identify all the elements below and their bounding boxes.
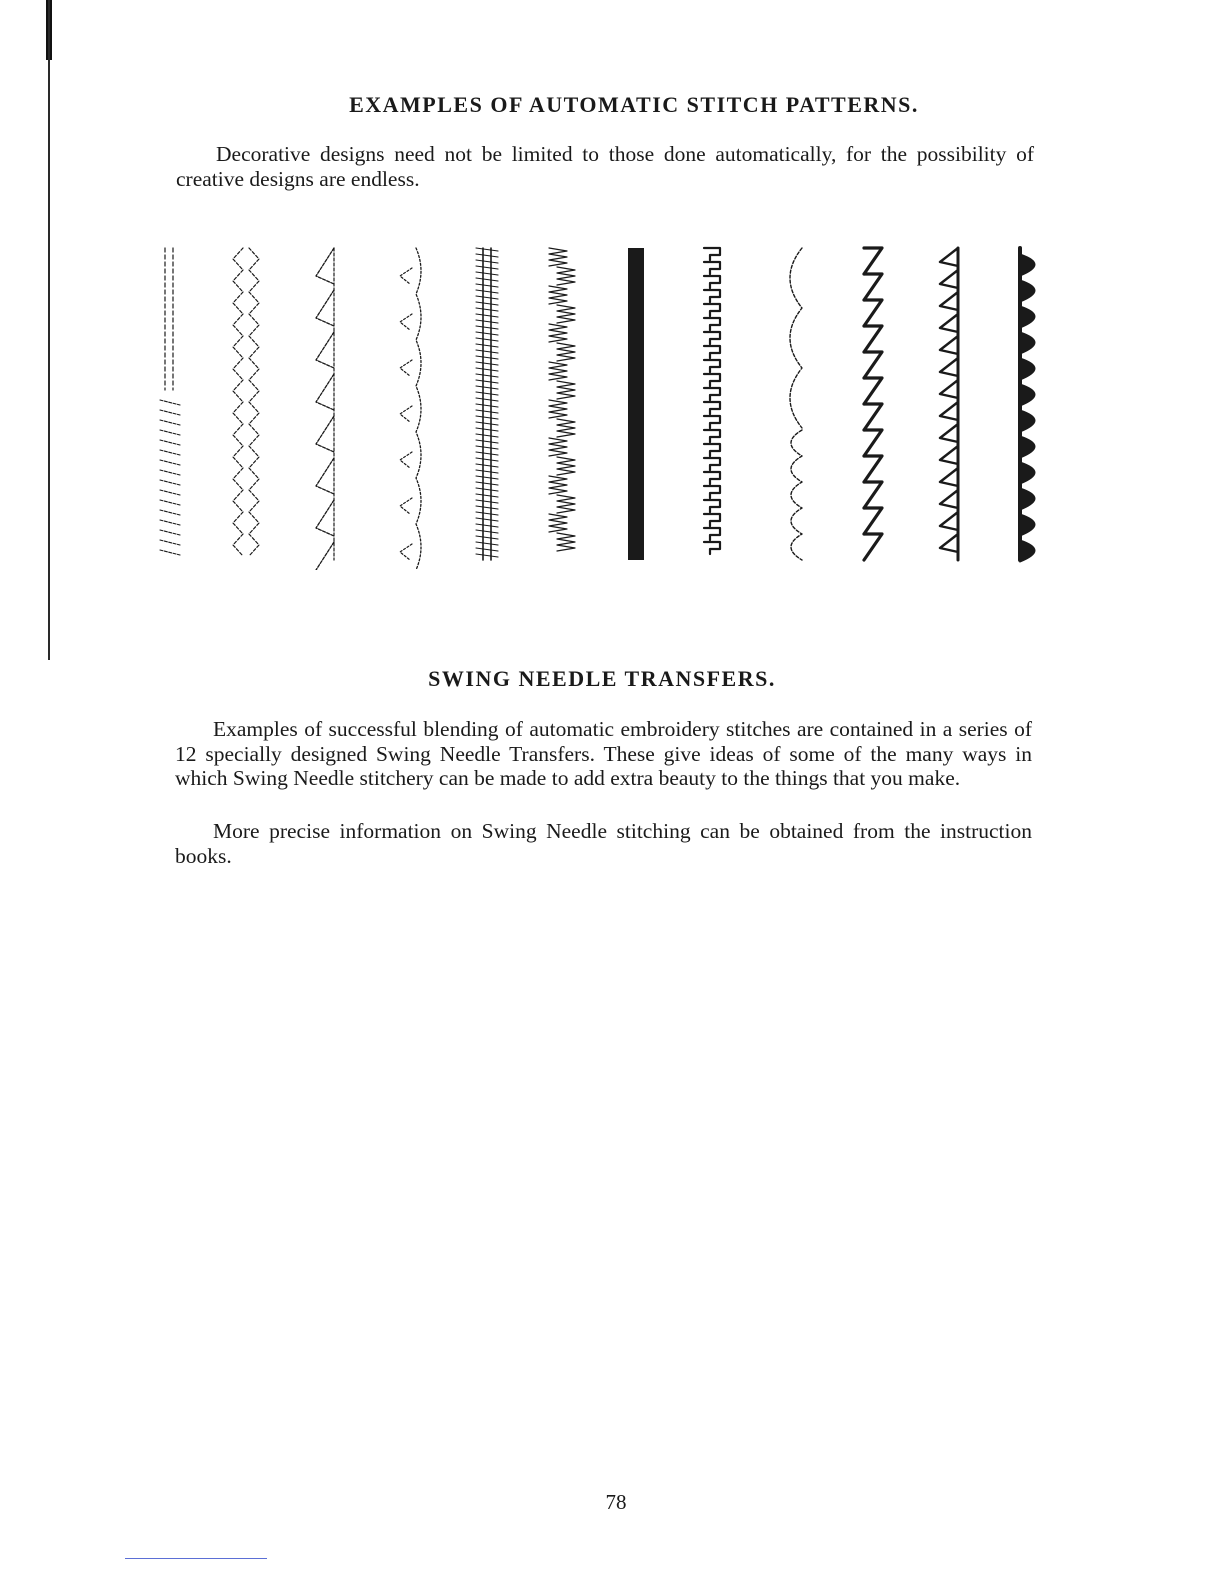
stitch-pattern-scallop bbox=[400, 248, 421, 570]
stitch-pattern-ladder bbox=[476, 248, 498, 560]
stitch-pattern-blind-hem bbox=[940, 248, 958, 560]
paragraph-transfers: Examples of successful blending of automatic embroidery stitches are contained in a series of 12 specially designed Swing Needle Transfers. These give ideas of some of the many ways in which Swing Needle stitchery can be made to add extra beauty to the things that you make. bbox=[175, 717, 1032, 790]
section-heading-swing-needle: SWING NEEDLE TRANSFERS. bbox=[428, 666, 776, 691]
stitch-pattern-open-scallop bbox=[790, 248, 802, 560]
intro-paragraph: Decorative designs need not be limited to those done automatically, for the possibility of creative designs are endless. bbox=[176, 142, 1034, 191]
stitch-pattern-satin-bar bbox=[628, 248, 644, 560]
stitch-pattern-chevron bbox=[233, 248, 259, 556]
stitch-pattern-greek-key bbox=[704, 248, 720, 554]
stitch-patterns-figure bbox=[150, 240, 1060, 570]
stitch-pattern-straight-to-zigzag bbox=[160, 248, 180, 555]
page-number: 78 bbox=[605, 1490, 627, 1514]
section-heading-stitch-patterns: EXAMPLES OF AUTOMATIC STITCH PATTERNS. bbox=[349, 92, 919, 117]
footer-rule bbox=[125, 1558, 267, 1559]
stitch-pattern-arrowhead bbox=[316, 248, 334, 570]
stitch-pattern-slant-zigzag bbox=[864, 248, 882, 560]
paragraph-instruction-books: More precise information on Swing Needle stitching can be obtained from the instruction books. bbox=[175, 819, 1032, 868]
stitch-pattern-shell bbox=[1020, 248, 1035, 562]
stitch-pattern-zigzag-band bbox=[549, 248, 575, 551]
